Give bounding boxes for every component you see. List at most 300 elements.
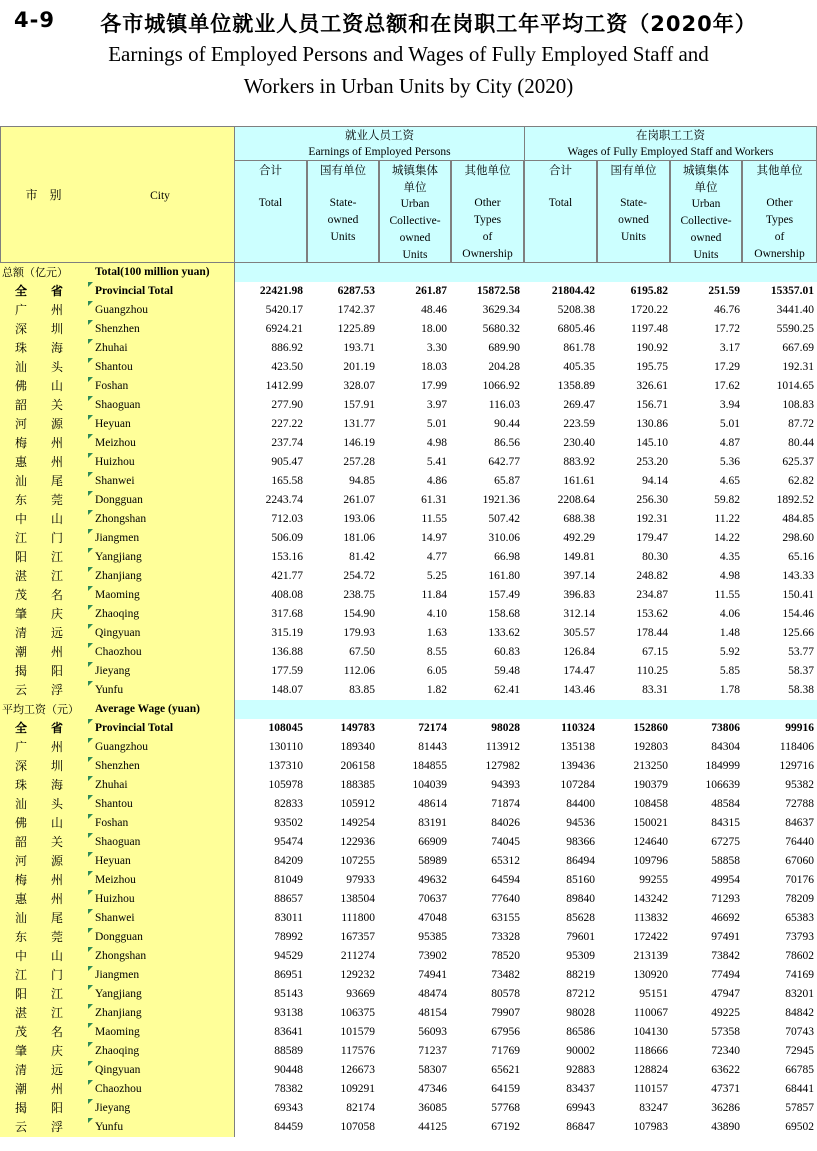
city-en: Qingyuan	[86, 1061, 234, 1080]
city-en: Shaoguan	[86, 833, 234, 852]
city-zh-text: 全 省	[15, 284, 70, 298]
value-cell: 154.90	[343, 608, 375, 620]
value-cell: 47048	[418, 912, 447, 924]
value-cell: 48584	[711, 798, 740, 810]
city-zh-text: 梅 州	[15, 873, 70, 887]
city-zh	[0, 339, 86, 358]
value-cell: 201.19	[343, 361, 375, 373]
subheader-earnings-col-4	[451, 160, 524, 263]
value-cell: 67956	[491, 1026, 520, 1038]
value-cell: 190379	[633, 779, 668, 791]
value-cell: 4.10	[426, 608, 447, 620]
value-cell: 93502	[274, 817, 303, 829]
city-en: Maoming	[86, 586, 234, 605]
value-cell: 18.03	[421, 361, 447, 373]
value-cell: 71874	[491, 798, 520, 810]
table-row	[0, 377, 817, 396]
value-cell: 53.77	[788, 646, 814, 658]
value-cell: 6195.82	[630, 285, 668, 297]
value-cell: 17.99	[421, 380, 447, 392]
header-group2-en: Wages of Fully Employed Staff and Workers	[567, 145, 774, 158]
subheader-zh-line: 合计	[549, 163, 572, 177]
value-cell: 65.16	[788, 551, 814, 563]
value-cell: 193.71	[343, 342, 375, 354]
value-cell: 58.37	[788, 665, 814, 677]
subheader-wages-col-4	[742, 160, 817, 263]
value-cell: 277.90	[271, 399, 303, 411]
city-zh	[0, 738, 86, 757]
cell-marker-icon	[88, 586, 93, 605]
value-cell: 238.75	[343, 589, 375, 601]
table-row	[0, 434, 817, 453]
value-cell: 1.48	[719, 627, 740, 639]
city-en: Shantou	[86, 795, 234, 814]
value-cell: 5680.32	[482, 323, 520, 335]
subheader-zh-line: 单位	[403, 180, 427, 194]
table-row	[0, 966, 817, 985]
city-zh	[0, 396, 86, 415]
value-cell: 184855	[412, 760, 447, 772]
value-cell: 17.29	[714, 361, 740, 373]
table-row	[0, 491, 817, 510]
value-cell: 122936	[340, 836, 375, 848]
value-cell: 3441.40	[776, 304, 814, 316]
value-cell: 117576	[340, 1045, 375, 1057]
value-cell: 4.35	[719, 551, 740, 563]
table-row	[0, 1042, 817, 1061]
city-zh-text: 肇 庆	[15, 607, 70, 621]
value-cell: 80.44	[788, 437, 814, 449]
table-row	[0, 985, 817, 1004]
subheader-en-line: of	[482, 231, 493, 243]
city-en: Guangzhou	[86, 738, 234, 757]
value-cell: 86.56	[494, 437, 520, 449]
city-zh	[0, 548, 86, 567]
value-cell: 4.98	[426, 437, 447, 449]
value-cell: 139436	[560, 760, 595, 772]
value-cell: 84842	[785, 1007, 814, 1019]
value-cell: 190.92	[636, 342, 668, 354]
value-cell: 110157	[633, 1083, 668, 1095]
value-cell: 83.31	[642, 684, 668, 696]
value-cell: 83191	[418, 817, 447, 829]
city-zh	[0, 415, 86, 434]
value-cell: 5.01	[719, 418, 740, 430]
value-cell: 234.87	[636, 589, 668, 601]
city-zh	[0, 662, 86, 681]
value-cell: 87.72	[788, 418, 814, 430]
value-cell: 95382	[785, 779, 814, 791]
cell-marker-icon	[88, 624, 93, 643]
value-cell: 161.80	[488, 570, 520, 582]
value-cell: 192803	[633, 741, 668, 753]
value-cell: 886.92	[271, 342, 303, 354]
subheader-en-line: Types	[473, 214, 502, 226]
value-cell: 78209	[785, 893, 814, 905]
subheader-en-line: Other	[474, 197, 501, 209]
value-cell: 84026	[491, 817, 520, 829]
value-cell: 143.46	[563, 684, 595, 696]
value-cell: 1014.65	[776, 380, 814, 392]
value-cell: 1197.48	[631, 323, 668, 335]
value-cell: 49954	[711, 874, 740, 886]
value-cell: 74169	[785, 969, 814, 981]
city-zh-text: 云 浮	[15, 1120, 70, 1134]
value-cell: 3.94	[719, 399, 740, 411]
value-cell: 4.65	[719, 475, 740, 487]
value-cell: 90002	[566, 1045, 595, 1057]
city-zh	[0, 985, 86, 1004]
value-cell: 269.47	[563, 399, 595, 411]
value-cell: 136.88	[271, 646, 303, 658]
table-row	[0, 1023, 817, 1042]
value-cell: 148.07	[271, 684, 303, 696]
city-en: Jieyang	[86, 1099, 234, 1118]
value-cell: 150021	[633, 817, 668, 829]
value-cell: 1921.36	[482, 494, 520, 506]
value-cell: 85160	[566, 874, 595, 886]
city-zh-text: 佛 山	[15, 379, 70, 393]
city-zh-text: 湛 江	[15, 1006, 70, 1020]
city-en: Jiangmen	[86, 529, 234, 548]
subheader-en-line: Collective-	[680, 215, 732, 227]
value-cell: 84459	[274, 1121, 303, 1133]
value-cell: 84315	[711, 817, 740, 829]
city-en: Chaozhou	[86, 1080, 234, 1099]
value-cell: 326.61	[636, 380, 668, 392]
value-cell: 126673	[340, 1064, 375, 1076]
value-cell: 177.59	[271, 665, 303, 677]
section-header-row	[0, 263, 817, 282]
cell-marker-icon	[88, 567, 93, 586]
city-zh	[0, 1023, 86, 1042]
value-cell: 83641	[274, 1026, 303, 1038]
table-row	[0, 453, 817, 472]
value-cell: 5420.17	[265, 304, 303, 316]
table-row	[0, 358, 817, 377]
value-cell: 104130	[633, 1026, 668, 1038]
value-cell: 1066.92	[482, 380, 520, 392]
value-cell: 149254	[340, 817, 375, 829]
city-zh	[0, 1061, 86, 1080]
value-cell: 47346	[418, 1083, 447, 1095]
subheader-en-line: Units	[330, 231, 356, 243]
value-cell: 65312	[491, 855, 520, 867]
city-en: Foshan	[86, 377, 234, 396]
value-cell: 143.33	[782, 570, 814, 582]
value-cell: 689.90	[488, 342, 520, 354]
value-cell: 206158	[340, 760, 375, 772]
cell-marker-icon	[88, 871, 93, 890]
value-cell: 248.82	[636, 570, 668, 582]
value-cell: 83011	[274, 912, 303, 924]
value-cell: 688.38	[563, 513, 595, 525]
city-zh-text: 梅 州	[15, 436, 70, 450]
value-cell: 64159	[491, 1083, 520, 1095]
value-cell: 66785	[785, 1064, 814, 1076]
subheader-en-line: owned	[399, 232, 431, 244]
value-cell: 310.06	[488, 532, 520, 544]
cell-marker-icon	[88, 757, 93, 776]
city-zh-text: 阳 江	[15, 550, 70, 564]
value-cell: 172422	[633, 931, 668, 943]
city-zh-text: 江 门	[15, 968, 70, 982]
value-cell: 99916	[785, 722, 814, 734]
subheader-en-line: Total	[258, 197, 283, 209]
value-cell: 861.78	[563, 342, 595, 354]
table-row	[0, 890, 817, 909]
table-row	[0, 301, 817, 320]
value-cell: 110.25	[636, 665, 668, 677]
city-zh-text: 云 浮	[15, 683, 70, 697]
cell-marker-icon	[88, 814, 93, 833]
value-cell: 1720.22	[630, 304, 668, 316]
value-cell: 712.03	[271, 513, 303, 525]
city-zh	[0, 643, 86, 662]
value-cell: 5.92	[719, 646, 740, 658]
value-cell: 193.06	[343, 513, 375, 525]
value-cell: 65.87	[494, 475, 520, 487]
table-row	[0, 757, 817, 776]
city-zh-text: 潮 州	[15, 1082, 70, 1096]
table-row	[0, 871, 817, 890]
value-cell: 5.25	[426, 570, 447, 582]
value-cell: 116.03	[488, 399, 520, 411]
city-en: Shenzhen	[86, 757, 234, 776]
subheader-earnings-col-3	[379, 160, 451, 263]
cell-marker-icon	[88, 434, 93, 453]
cell-marker-icon	[88, 662, 93, 681]
value-cell: 5208.38	[557, 304, 595, 316]
city-zh	[0, 795, 86, 814]
table-row	[0, 643, 817, 662]
value-cell: 113832	[633, 912, 668, 924]
value-cell: 107058	[340, 1121, 375, 1133]
value-cell: 73793	[785, 931, 814, 943]
cell-marker-icon	[88, 282, 93, 301]
value-cell: 89840	[566, 893, 595, 905]
value-cell: 118666	[633, 1045, 668, 1057]
value-cell: 56093	[418, 1026, 447, 1038]
value-cell: 11.22	[714, 513, 740, 525]
subheader-en-line: Urban	[400, 198, 430, 210]
city-zh-text: 潮 州	[15, 645, 70, 659]
value-cell: 256.30	[636, 494, 668, 506]
city-zh-text: 广 州	[15, 303, 70, 317]
value-cell: 17.72	[714, 323, 740, 335]
city-zh-text: 惠 州	[15, 892, 70, 906]
city-en: Provincial Total	[86, 282, 234, 301]
value-cell: 48154	[418, 1007, 447, 1019]
value-cell: 97933	[346, 874, 375, 886]
value-cell: 125.66	[782, 627, 814, 639]
city-zh	[0, 757, 86, 776]
city-zh-text: 汕 头	[15, 360, 70, 374]
value-cell: 47947	[711, 988, 740, 1000]
city-zh-text: 汕 头	[15, 797, 70, 811]
value-cell: 6805.46	[557, 323, 595, 335]
city-zh	[0, 320, 86, 339]
value-cell: 261.87	[415, 285, 447, 297]
value-cell: 85143	[274, 988, 303, 1000]
value-cell: 95385	[418, 931, 447, 943]
value-cell: 72788	[785, 798, 814, 810]
value-cell: 11.55	[714, 589, 740, 601]
value-cell: 1742.37	[337, 304, 375, 316]
value-cell: 72945	[785, 1045, 814, 1057]
city-en: Zhuhai	[86, 776, 234, 795]
city-zh-text: 中 山	[15, 949, 70, 963]
value-cell: 107255	[340, 855, 375, 867]
value-cell: 253.20	[636, 456, 668, 468]
value-cell: 104039	[412, 779, 447, 791]
value-cell: 6287.53	[337, 285, 375, 297]
city-zh-text: 清 远	[15, 626, 70, 640]
city-en: Shenzhen	[86, 320, 234, 339]
city-zh-text: 揭 阳	[15, 664, 70, 678]
city-en: Yunfu	[86, 681, 234, 700]
value-cell: 312.14	[563, 608, 595, 620]
value-cell: 71769	[491, 1045, 520, 1057]
value-cell: 73482	[491, 969, 520, 981]
subheader-en-line: owned	[327, 214, 359, 226]
value-cell: 44125	[418, 1121, 447, 1133]
value-cell: 154.46	[782, 608, 814, 620]
value-cell: 17.62	[714, 380, 740, 392]
value-cell: 625.37	[782, 456, 814, 468]
city-zh-text: 河 源	[15, 417, 70, 431]
value-cell: 87212	[566, 988, 595, 1000]
subheader-en-line: State-	[620, 197, 647, 209]
value-cell: 59.82	[714, 494, 740, 506]
cell-marker-icon	[88, 510, 93, 529]
header-group2	[524, 126, 817, 161]
value-cell: 4.77	[426, 551, 447, 563]
city-en: Jieyang	[86, 662, 234, 681]
value-cell: 506.09	[271, 532, 303, 544]
value-cell: 1892.52	[776, 494, 814, 506]
city-en: Dongguan	[86, 491, 234, 510]
value-cell: 113912	[485, 741, 520, 753]
value-cell: 6924.21	[265, 323, 303, 335]
value-cell: 83437	[566, 1083, 595, 1095]
city-en: Zhongshan	[86, 947, 234, 966]
value-cell: 405.35	[563, 361, 595, 373]
value-cell: 76440	[785, 836, 814, 848]
value-cell: 86847	[566, 1121, 595, 1133]
subheader-en-line: Total	[548, 197, 573, 209]
value-cell: 138504	[340, 893, 375, 905]
value-cell: 66.98	[494, 551, 520, 563]
value-cell: 65621	[491, 1064, 520, 1076]
cell-marker-icon	[88, 985, 93, 1004]
value-cell: 67.50	[349, 646, 375, 658]
city-zh	[0, 1099, 86, 1118]
value-cell: 153.62	[636, 608, 668, 620]
value-cell: 106375	[340, 1007, 375, 1019]
subheader-zh-line: 其他单位	[464, 163, 511, 177]
value-cell: 1358.89	[557, 380, 595, 392]
city-en: Shanwei	[86, 909, 234, 928]
value-cell: 90448	[274, 1064, 303, 1076]
value-cell: 261.07	[343, 494, 375, 506]
subheader-wages-col-1	[524, 160, 597, 263]
value-cell: 94536	[566, 817, 595, 829]
title-zh-text: 各市城镇单位就业人员工资总额和在岗职工年平均工资（2020年）	[100, 12, 757, 36]
city-zh	[0, 282, 86, 301]
table-row	[0, 1004, 817, 1023]
value-cell: 73328	[491, 931, 520, 943]
value-cell: 94.14	[642, 475, 668, 487]
value-cell: 213139	[633, 950, 668, 962]
value-cell: 82174	[346, 1102, 375, 1114]
value-cell: 5.85	[719, 665, 740, 677]
city-zh	[0, 1080, 86, 1099]
value-cell: 84400	[566, 798, 595, 810]
subheader-en-line: State-	[329, 197, 357, 209]
value-cell: 74941	[418, 969, 447, 981]
value-cell: 179.47	[636, 532, 668, 544]
value-cell: 188385	[340, 779, 375, 791]
city-en: Maoming	[86, 1023, 234, 1042]
city-zh-text: 韶 关	[15, 398, 70, 412]
value-cell: 98028	[491, 722, 520, 734]
value-cell: 423.50	[271, 361, 303, 373]
value-cell: 152860	[633, 722, 668, 734]
value-cell: 85628	[566, 912, 595, 924]
city-en: Huizhou	[86, 453, 234, 472]
value-cell: 80578	[491, 988, 520, 1000]
header-group1	[234, 126, 525, 161]
value-cell: 57857	[785, 1102, 814, 1114]
city-zh-text: 佛 山	[15, 816, 70, 830]
value-cell: 63155	[491, 912, 520, 924]
value-cell: 5.36	[719, 456, 740, 468]
value-cell: 94393	[491, 779, 520, 791]
value-cell: 6.05	[426, 665, 447, 677]
value-cell: 157.49	[488, 589, 520, 601]
city-zh-text: 珠 海	[15, 778, 70, 792]
value-cell: 78520	[491, 950, 520, 962]
section-label-en: Average Wage (yuan)	[86, 700, 234, 719]
value-cell: 179.93	[343, 627, 375, 639]
city-en: Shaoguan	[86, 396, 234, 415]
city-zh-text: 深 圳	[15, 759, 70, 773]
city-zh-text: 珠 海	[15, 341, 70, 355]
value-cell: 1.63	[426, 627, 447, 639]
city-zh	[0, 605, 86, 624]
value-cell: 315.19	[271, 627, 303, 639]
city-zh	[0, 377, 86, 396]
value-cell: 305.57	[563, 627, 595, 639]
value-cell: 230.40	[563, 437, 595, 449]
subheader-en-line: owned	[618, 214, 649, 226]
value-cell: 81049	[274, 874, 303, 886]
value-cell: 396.83	[563, 589, 595, 601]
city-zh	[0, 1004, 86, 1023]
city-zh	[0, 301, 86, 320]
table-row	[0, 472, 817, 491]
value-cell: 58307	[418, 1064, 447, 1076]
value-cell: 184999	[705, 760, 740, 772]
city-zh	[0, 358, 86, 377]
value-cell: 11.84	[421, 589, 447, 601]
subheader-wages-col-3	[670, 160, 742, 263]
value-cell: 15872.58	[476, 285, 520, 297]
city-en: Zhanjiang	[86, 567, 234, 586]
value-cell: 69943	[566, 1102, 595, 1114]
subheader-zh-line: 其他单位	[756, 163, 803, 177]
